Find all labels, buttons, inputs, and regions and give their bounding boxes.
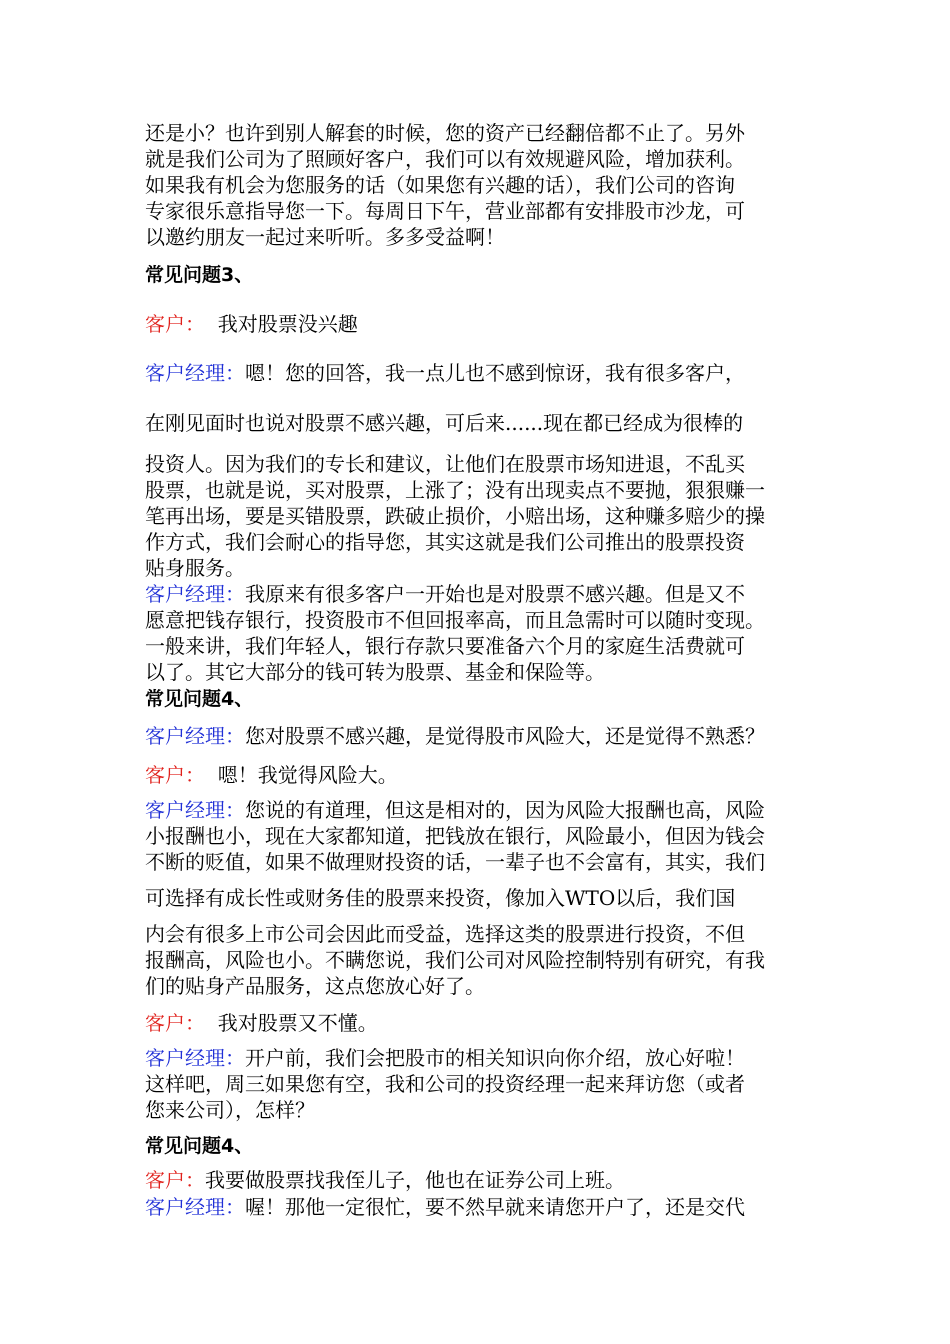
speaker-label-manager: 客户经理： <box>145 798 245 822</box>
paragraph-line: 投资人。因为我们的专长和建议，让他们在股票市场知进退，不乱买 <box>145 452 745 476</box>
dialogue-text: 我原来有很多客户一开始也是对股票不感兴趣。但是又不 <box>245 582 745 606</box>
dialogue-text: 我对股票没兴趣 <box>217 312 358 336</box>
dialogue-line-customer <box>145 762 398 788</box>
section-heading-faq-3: 常见问题3、 <box>145 264 254 286</box>
speaker-label-customer: 客户： <box>145 1011 205 1035</box>
paragraph-line: 们的贴身产品服务，这点您放心好了。 <box>145 974 485 998</box>
dialogue-text: 我对股票又不懂。 <box>217 1011 378 1035</box>
section-heading-faq-4: 常见问题4、 <box>145 688 254 710</box>
paragraph-line: 还是小？也许到别人解套的时候，您的资产已经翻倍都不止了。另外 <box>145 121 745 145</box>
dialogue-line-manager <box>145 360 745 386</box>
dialogue-text: 喔！那他一定很忙，要不然早就来请您开户了，还是交代 <box>245 1195 745 1219</box>
speaker-label-customer: 客户： <box>145 312 205 336</box>
paragraph-line: 这样吧，周三如果您有空，我和公司的投资经理一起来拜访您（或者 <box>145 1072 745 1096</box>
paragraph-line: 股票，也就是说，买对股票，上涨了；没有出现卖点不要抛，狠狠赚一 <box>145 478 765 502</box>
paragraph-line: 小报酬也小，现在大家都知道，把钱放在银行，风险最小，但因为钱会 <box>145 824 765 848</box>
paragraph-line: 作方式，我们会耐心的指导您，其实这就是我们公司推出的股票投资 <box>145 530 745 554</box>
paragraph-line: 就是我们公司为了照顾好客户，我们可以有效规避风险，增加获利。 <box>145 147 745 171</box>
dialogue-text: 开户前，我们会把股市的相关知识向你介绍，放心好啦！ <box>245 1046 745 1070</box>
paragraph-line: 一般来讲，我们年轻人，银行存款只要准备六个月的家庭生活费就可 <box>145 634 745 658</box>
speaker-label-manager: 客户经理： <box>145 361 245 385</box>
dialogue-line-customer <box>145 311 358 337</box>
dialogue-text: 您说的有道理，但这是相对的，因为风险大报酬也高，风险 <box>245 798 765 822</box>
paragraph-line: 报酬高，风险也小。不瞒您说，我们公司对风险控制特别有研究，有我 <box>145 948 765 972</box>
paragraph-line: 内会有很多上市公司会因此而受益，选择这类的股票进行投资，不但 <box>145 922 745 946</box>
paragraph-line: 以邀约朋友一起过来听听。多多受益啊！ <box>145 225 505 249</box>
speaker-label-manager: 客户经理： <box>145 1195 245 1219</box>
dialogue-line-manager <box>145 1194 745 1220</box>
dialogue-line-customer <box>145 1010 378 1036</box>
paragraph-line: 笔再出场，要是买错股票，跌破止损价，小赔出场，这种赚多赔少的操 <box>145 504 765 528</box>
paragraph-line: 可选择有成长性或财务佳的股票来投资，像加入WTO以后，我们国 <box>145 886 736 910</box>
dialogue-line-customer <box>145 1167 625 1193</box>
paragraph-line: 以了。其它大部分的钱可转为股票、基金和保险等。 <box>145 660 605 684</box>
speaker-label-manager: 客户经理： <box>145 1046 245 1070</box>
dialogue-text: 我要做股票找我侄儿子，他也在证券公司上班。 <box>205 1168 625 1192</box>
paragraph-line: 如果我有机会为您服务的话（如果您有兴趣的话），我们公司的咨询 <box>145 173 735 197</box>
paragraph-line: 您来公司），怎样？ <box>145 1098 315 1122</box>
speaker-label-manager: 客户经理： <box>145 724 245 748</box>
paragraph-line: 不断的贬值，如果不做理财投资的话，一辈子也不会富有，其实，我们 <box>145 850 765 874</box>
paragraph-line: 愿意把钱存银行，投资股市不但回报率高，而且急需时可以随时变现。 <box>145 608 765 632</box>
dialogue-line-manager <box>145 723 765 749</box>
speaker-label-customer: 客户： <box>145 1168 205 1192</box>
section-heading-faq-4b: 常见问题4、 <box>145 1135 254 1157</box>
paragraph-line: 贴身服务。 <box>145 556 245 580</box>
dialogue-text: 您对股票不感兴趣，是觉得股市风险大，还是觉得不熟悉？ <box>245 724 765 748</box>
speaker-label-customer: 客户： <box>145 763 205 787</box>
dialogue-line-manager <box>145 1045 745 1071</box>
dialogue-line-manager <box>145 797 765 823</box>
dialogue-text: 嗯！我觉得风险大。 <box>217 763 398 787</box>
dialogue-text: 嗯！您的回答，我一点儿也不感到惊讶，我有很多客户， <box>245 361 745 385</box>
speaker-label-manager: 客户经理： <box>145 582 245 606</box>
paragraph-line: 专家很乐意指导您一下。每周日下午，营业部都有安排股市沙龙，可 <box>145 199 745 223</box>
paragraph-line: 在刚见面时也说对股票不感兴趣，可后来......现在都已经成为很棒的 <box>145 411 744 435</box>
dialogue-line-manager <box>145 581 745 607</box>
